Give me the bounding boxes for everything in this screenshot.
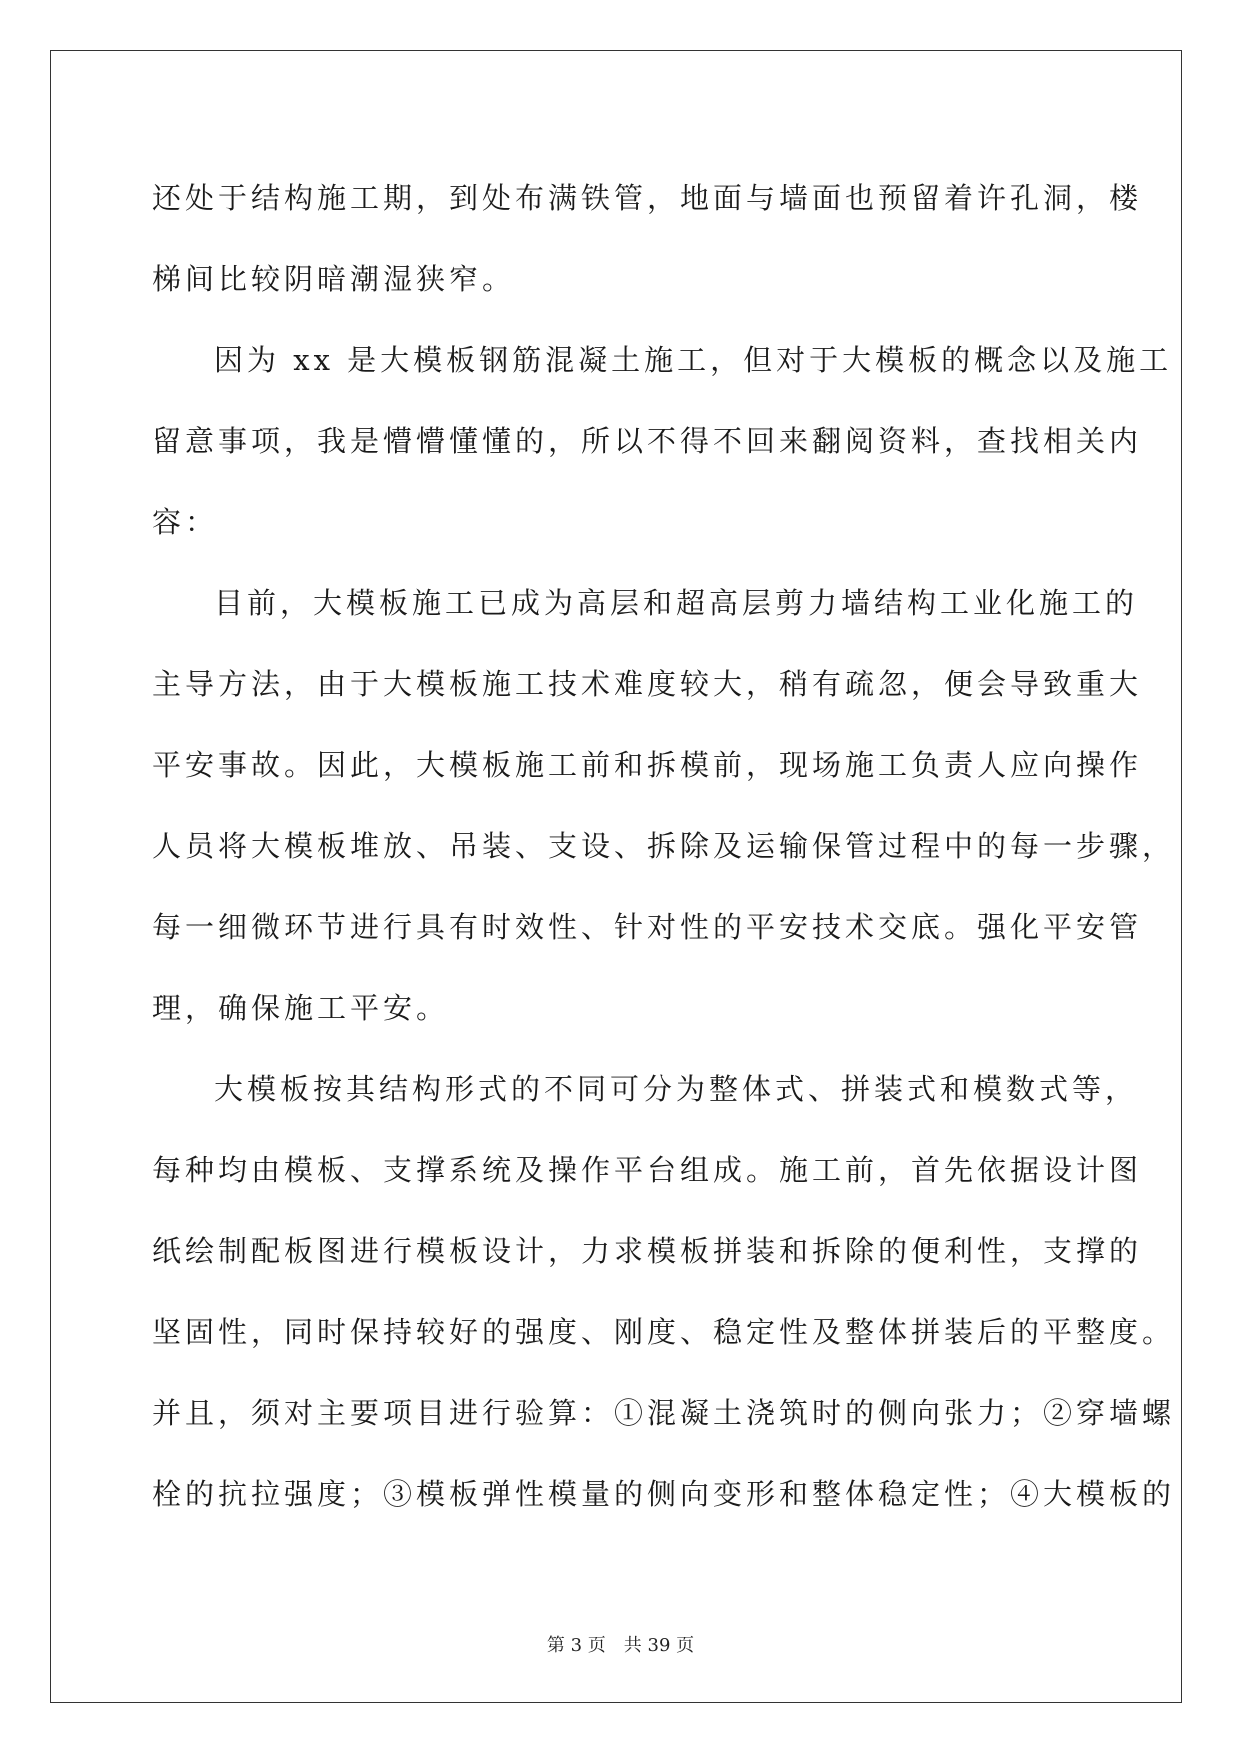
text-line: 每种均由模板、支撑系统及操作平台组成。施工前，首先依据设计图	[152, 1153, 1143, 1187]
text-line: 容：	[152, 505, 219, 539]
document-body	[152, 158, 1176, 1535]
text-line: 纸绘制配板图进行模板设计，力求模板拼装和拆除的便利性，支撑的	[152, 1234, 1143, 1268]
text-line: 每一细微环节进行具有时效性、针对性的平安技术交底。强化平安管	[152, 910, 1143, 944]
text-line: 还处于结构施工期，到处布满铁管，地面与墙面也预留着许孔洞，楼	[152, 181, 1143, 215]
text-line: 理，确保施工平安。	[152, 991, 450, 1025]
text-line: 坚固性，同时保持较好的强度、刚度、稳定性及整体拼装后的平整度。	[152, 1315, 1176, 1349]
text-line: 并且，须对主要项目进行验算：①混凝土浇筑时的侧向张力；②穿墙螺	[152, 1396, 1176, 1430]
text-line: 目前，大模板施工已成为高层和超高层剪力墙结构工业化施工的	[214, 586, 1139, 620]
text-line: 平安事故。因此，大模板施工前和拆模前，现场施工负责人应向操作	[152, 748, 1143, 782]
text-line: 留意事项，我是懵懵懂懂的，所以不得不回来翻阅资料，查找相关内	[152, 424, 1143, 458]
text-line: 主导方法，由于大模板施工技术难度较大，稍有疏忽，便会导致重大	[152, 667, 1143, 701]
text-line: 因为 xx 是大模板钢筋混凝土施工，但对于大模板的概念以及施工	[214, 343, 1173, 377]
text-line: 梯间比较阴暗潮湿狭窄。	[152, 262, 516, 296]
text-line: 栓的抗拉强度；③模板弹性模量的侧向变形和整体稳定性；④大模板的	[152, 1477, 1176, 1511]
page-number-footer: 第 3 页 共 39 页	[546, 1635, 695, 1656]
text-line: 人员将大模板堆放、吊装、支设、拆除及运输保管过程中的每一步骤，	[152, 829, 1176, 863]
text-line: 大模板按其结构形式的不同可分为整体式、拼装式和模数式等，	[214, 1072, 1139, 1106]
